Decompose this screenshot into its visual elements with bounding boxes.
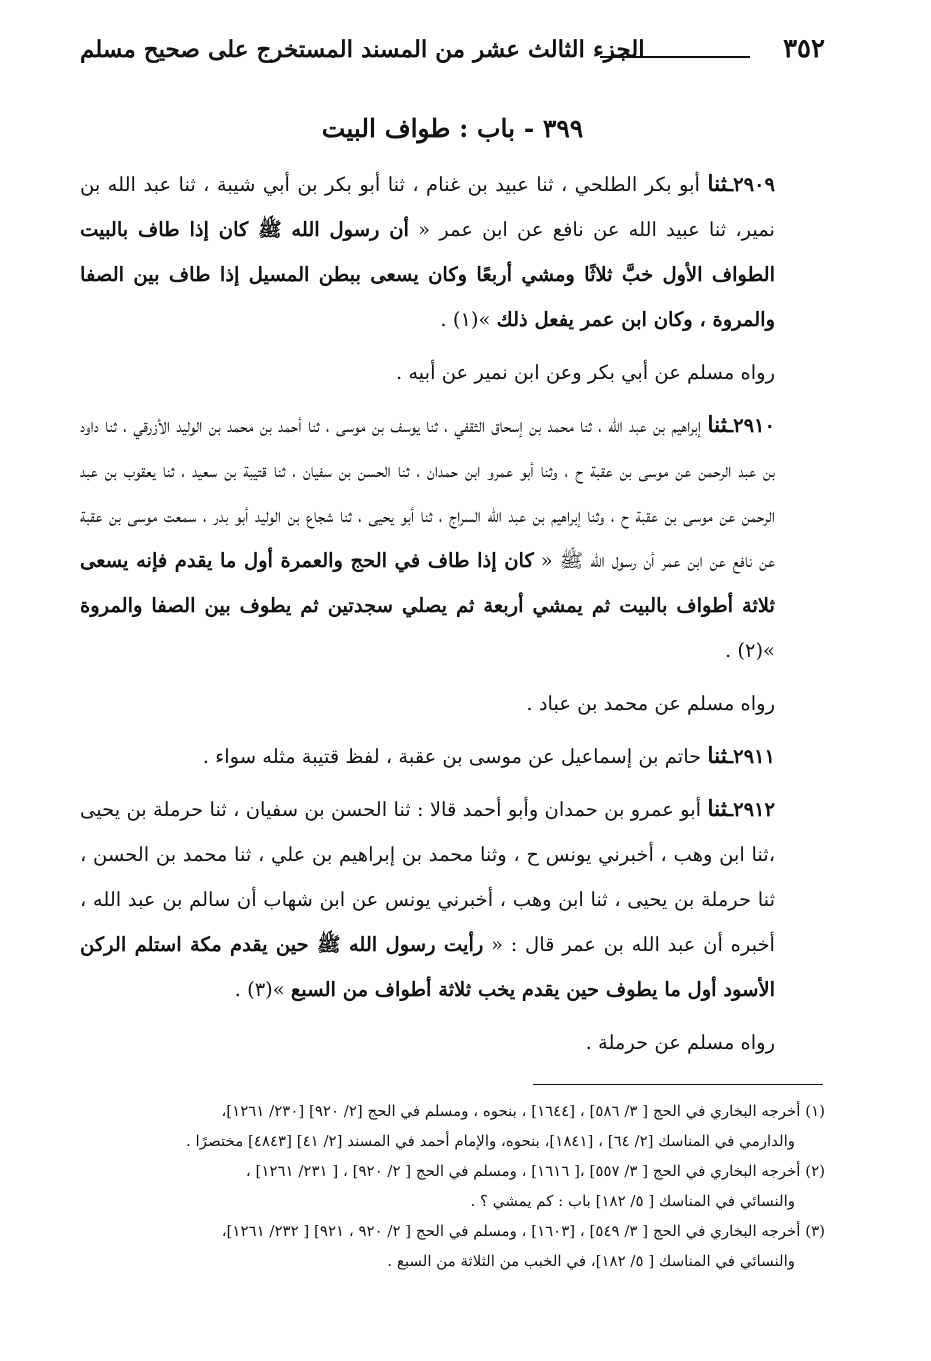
footnote-1-line2: والدارمي في المناسك [٢/ ٦٤] ، [١٨٤١]، بنحوه، والإمام أحمد في المسند [٢/ ٤١] [٤٨٤٣] مختصرًا . [186, 1132, 795, 1150]
main-text [80, 162, 825, 1065]
chapter-title: ٣٩٩ - باب : طواف البيت [321, 114, 584, 143]
riwaya-2910: رواه مسلم عن محمد بن عباد . [526, 692, 775, 715]
hadith-matn: أن رسول الله ﷺ كان إذا طاف بالبيت الطواف الأول خبَّ ثلاثًا ومشي أربعًا وكان يسعى ببطن المسيل إذا طاف بين الصفا والمروة ، وكان ابن عمر يفعل ذلك [80, 218, 775, 331]
hadith-isnad: أبو عمرو بن حمدان وأبو أحمد قالا : ثنا الحسن بن سفيان ، ثنا حرملة بن يحيى ،ثنا ابن وهب ، أخبرني يونس ح ، وثنا محمد بن إبراهيم بن علي ، ثنا محمد بن الحسن ، ثنا حرملة بن يحيى ، ثنا ابن وهب ، أخبرني يونس عن ابن شهاب أن سالم بن عبد الله ، أخبره أن عبد الله بن عمر قال : « [80, 798, 775, 956]
footnote-3-line2: والنسائي في المناسك [ ٥/ ١٨٢]، في الخبب من الثلاثة من السبع . [387, 1252, 795, 1270]
hadith-isnad: إبراهيم بن عبد الله ، ثنا محمد بن إسحاق الثقفي ، ثنا يوسف بن موسى ، ثنا أحمد بن محمد بن الوليد الأزرقي ، ثنا داود بن عبد الرحمن عن موسى بن عقبة ح ، وثنا أبو عمرو ابن حمدان ، ثنا الحسن بن سفيان ، ثنا قتيبة بن سعيد ، ثنا يعقوب بن عبد الرحمن عن موسى بن عقبة ح ، وثنا إبراهيم بن عبد الله السراج ، ثنا أبو يحيى ، ثنا شجاع بن الوليد أبو بدر ، سمعت موسى بن عقبة عن نافع عن ابن عمر أن رسول الله ﷺ « [80, 414, 775, 572]
hadith-number: ٢٩١٢ـ [727, 798, 775, 821]
hadith-number: ٢٩٠٩ـ [727, 173, 775, 196]
hadith-number: ٢٩١١ـ [727, 745, 775, 768]
hadith-2910 [80, 403, 825, 673]
footnote-2-line2: والنسائي في المناسك [ ٥/ ١٨٢] باب : كم يمشي ؟ . [470, 1192, 795, 1210]
hadith-matn: رأيت رسول الله ﷺ حين يقدم مكة استلم الركن الأسود أول ما يطوف حين يقدم يخب ثلاثة أطواف من السبع [80, 933, 775, 1001]
hadith-thana: ثنا [707, 412, 728, 438]
hadith-2911 [80, 734, 825, 779]
footnote-3-line1: (٣) أخرجه البخاري في الحج [ ٣/ ٥٤٩] ، [١٦٠٣] ، ومسلم في الحج [ ٢/ ٩٢٠ ، ٩٢١] [ ٢٣٢/ ١٢٦١]، [221, 1222, 825, 1240]
running-title: الجزء الثالث عشر من المسند المستخرج على صحيح مسلم [80, 36, 645, 63]
hadith-text: حاتم بن إسماعيل عن موسى بن عقبة ، لفظ قتيبة مثله سواء . [202, 745, 708, 768]
riwaya-2912: رواه مسلم عن حرملة . [585, 1031, 775, 1054]
hadith-2909 [80, 162, 825, 342]
footnote-1-line1: (١) أخرجه البخاري في الحج [ ٣/ ٥٨٦] ، [١٦٤٤] ، بنحوه ، ومسلم في الحج [٢/ ٩٢٠] [٢٣٠/ ١٢٦١]، [221, 1102, 825, 1120]
riwaya-2909: رواه مسلم عن أبي بكر وعن ابن نمير عن أبيه . [395, 361, 775, 384]
hadith-end: »(١) . [440, 308, 497, 331]
hadith-thana: ثنا [707, 743, 728, 769]
footnote-2-line1: (٢) أخرجه البخاري في الحج [ ٣/ ٥٥٧] ،[ ١٦١٦] ، ومسلم في الحج [ ٢/ ٩٢٠] ، [ ٢٣١/ ١٢٦١] ، [245, 1162, 825, 1180]
footnote-rule [533, 1084, 823, 1085]
hadith-thana: ثنا [707, 171, 728, 197]
hadith-end: »(٣) . [234, 978, 291, 1001]
hadith-isnad: أبو بكر الطلحي ، ثنا عبيد بن غنام ، ثنا أبو بكر بن أبي شيبة ، ثنا عبد الله بن نمير، ثنا عبيد الله عن نافع عن ابن عمر « [80, 173, 775, 241]
hadith-number: ٢٩١٠ـ [727, 414, 775, 437]
hadith-2912 [80, 787, 825, 1012]
hadith-thana: ثنا [707, 796, 728, 822]
footnotes [80, 1096, 825, 1276]
hadith-end: »(٢) . [724, 639, 775, 662]
page-number: ٣٥٢ [783, 34, 825, 64]
hadith-matn: كان إذا طاف في الحج والعمرة أول ما يقدم فإنه يسعى ثلاثة أطواف بالبيت ثم يمشي أربعة ثم يصلي سجدتين ثم يطوف بين الصفا والمروة [80, 549, 775, 617]
page-header [80, 30, 825, 80]
